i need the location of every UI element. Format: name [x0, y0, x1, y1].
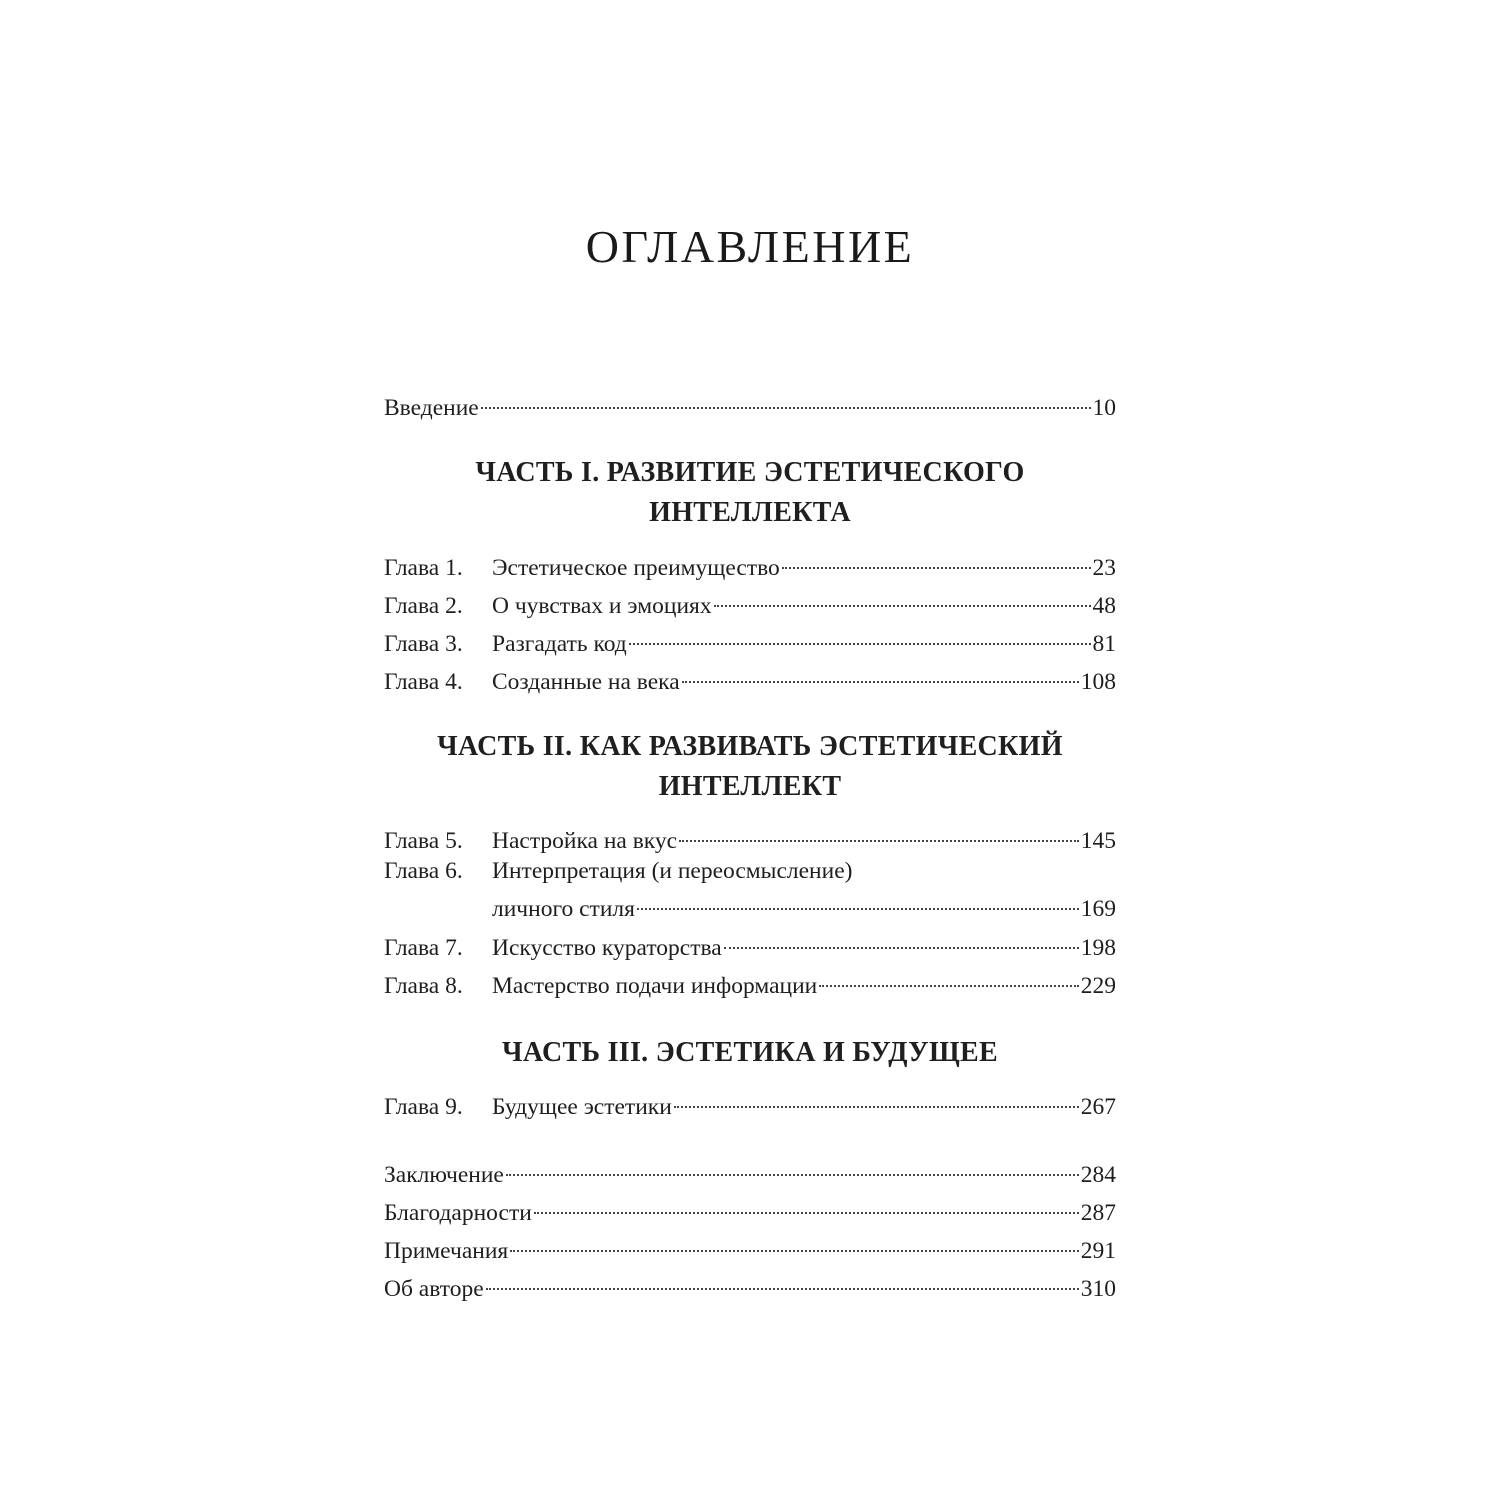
dot-leader — [674, 1084, 1079, 1114]
toc-entry-chapter-7[interactable] — [384, 925, 1116, 961]
chapter-label: Глава 1. — [384, 555, 463, 581]
chapter-label: Глава 6. — [384, 858, 463, 884]
toc-entry-page: 310 — [1080, 1276, 1116, 1302]
chapter-page: 81 — [1092, 631, 1116, 657]
toc-entry-title: Благодарности — [384, 1200, 532, 1226]
chapter-label: Глава 3. — [384, 631, 463, 657]
toc-entry-chapter-8[interactable] — [384, 963, 1116, 999]
toc-entry-title: Введение — [384, 395, 479, 421]
toc-entry-chapter-5[interactable] — [384, 818, 1116, 854]
toc-entry-conclusion[interactable] — [384, 1152, 1116, 1188]
toc-entry-acknowledgements[interactable] — [384, 1190, 1116, 1226]
chapter-page: 108 — [1080, 669, 1116, 695]
chapter-label: Глава 9. — [384, 1094, 463, 1120]
dot-leader — [782, 545, 1091, 575]
chapter-page: 267 — [1080, 1094, 1116, 1120]
chapter-label: Глава 4. — [384, 669, 463, 695]
chapter-label: Глава 7. — [384, 935, 463, 961]
part-2-heading-line-1: ЧАСТЬ II. КАК РАЗВИВАТЬ ЭСТЕТИЧЕСКИЙ — [437, 731, 1063, 762]
part-1-heading — [0, 453, 1500, 533]
chapter-title: Искусство кураторства — [492, 935, 722, 961]
chapter-title-continued: личного стиля — [492, 896, 635, 922]
chapter-title: Будущее эстетики — [492, 1094, 672, 1120]
toc-entry-intro[interactable] — [384, 385, 1116, 421]
toc-entry-page: 291 — [1080, 1238, 1116, 1264]
chapter-label: Глава 5. — [384, 828, 463, 854]
chapter-page: 23 — [1092, 555, 1116, 581]
dot-leader — [679, 818, 1079, 848]
chapter-label: Глава 2. — [384, 593, 463, 619]
dot-leader — [819, 963, 1079, 993]
toc-entry-page: 284 — [1080, 1162, 1116, 1188]
toc-entry-page: 10 — [1092, 395, 1116, 421]
chapter-title: Мастерство подачи информации — [492, 973, 818, 999]
chapter-page: 198 — [1080, 935, 1116, 961]
toc-entry-chapter-4[interactable] — [384, 659, 1116, 695]
dot-leader — [724, 925, 1079, 955]
toc-entry-chapter-2[interactable] — [384, 583, 1116, 619]
part-2-heading — [0, 727, 1500, 807]
chapter-page: 169 — [1080, 896, 1116, 922]
part-1-heading-line-2: ИНТЕЛЛЕКТА — [649, 497, 851, 528]
dot-leader — [534, 1190, 1079, 1220]
dot-leader — [714, 583, 1091, 613]
chapter-page: 145 — [1080, 828, 1116, 854]
part-3-heading — [0, 1033, 1500, 1073]
dot-leader — [506, 1152, 1079, 1182]
chapter-page: 48 — [1092, 593, 1116, 619]
dot-leader — [629, 621, 1091, 651]
toc-entry-chapter-6[interactable] — [384, 856, 1116, 886]
dot-leader — [682, 659, 1079, 689]
part-1-heading-line-1: ЧАСТЬ I. РАЗВИТИЕ ЭСТЕТИЧЕСКОГО — [475, 457, 1025, 488]
dot-leader — [637, 886, 1079, 916]
part-2-heading-line-2: ИНТЕЛЛЕКТ — [658, 771, 842, 802]
dot-leader — [486, 1266, 1079, 1296]
part-3-heading-line-1: ЧАСТЬ III. ЭСТЕТИКА И БУДУЩЕЕ — [502, 1037, 998, 1068]
toc-entry-chapter-6-continued[interactable] — [384, 886, 1116, 922]
toc-entry-notes[interactable] — [384, 1228, 1116, 1264]
page-title: ОГЛАВЛЕНИЕ — [585, 221, 915, 272]
chapter-label: Глава 8. — [384, 973, 463, 999]
dot-leader — [481, 385, 1091, 415]
chapter-title: О чувствах и эмоциях — [492, 593, 712, 619]
chapter-title: Разгадать код — [492, 631, 627, 657]
toc-entry-about-author[interactable] — [384, 1266, 1116, 1302]
toc-entry-title: Об авторе — [384, 1276, 484, 1302]
toc-entry-title: Примечания — [384, 1238, 509, 1264]
dot-leader — [510, 1228, 1079, 1258]
toc-entry-page: 287 — [1080, 1200, 1116, 1226]
chapter-title: Созданные на века — [492, 669, 680, 695]
chapter-title: Эстетическое преимущество — [492, 555, 780, 581]
chapter-page: 229 — [1080, 973, 1116, 999]
chapter-title: Интерпретация (и переосмысление) — [492, 858, 853, 884]
toc-entry-title: Заключение — [384, 1162, 504, 1188]
toc-entry-chapter-9[interactable] — [384, 1084, 1116, 1120]
toc-entry-chapter-1[interactable] — [384, 545, 1116, 581]
chapter-title: Настройка на вкус — [492, 828, 678, 854]
toc-entry-chapter-3[interactable] — [384, 621, 1116, 657]
